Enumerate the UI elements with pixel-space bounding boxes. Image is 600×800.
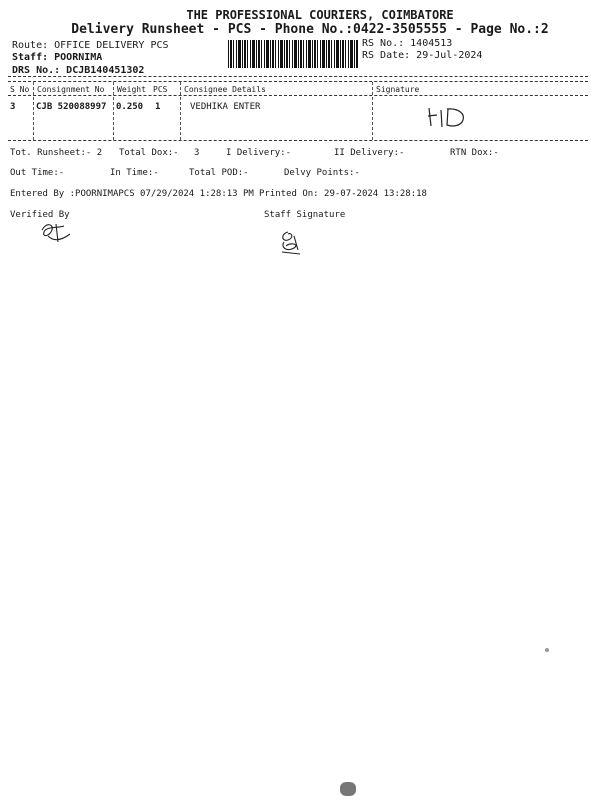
- column-divider: [113, 82, 114, 140]
- delivery-signature-mark: [425, 104, 475, 130]
- rs-date: RS Date: 29-Jul-2024: [362, 50, 483, 61]
- col-header-consignee: Consignee Details: [184, 85, 266, 94]
- verifier-signature: [36, 220, 76, 246]
- scan-speck: [545, 648, 549, 652]
- staff-signature-label: Staff Signature: [264, 210, 346, 220]
- staff-signature: [276, 228, 306, 256]
- barcode-image: [228, 40, 358, 68]
- i-delivery: I Delivery:-: [226, 148, 292, 158]
- staff-label: Staff: POORNIMA: [12, 52, 103, 63]
- total-pod: Total POD:-: [189, 168, 249, 178]
- col-header-weight: Weight: [117, 85, 146, 94]
- delvy-points: Delvy Points:-: [284, 168, 360, 178]
- verified-by-label: Verified By: [10, 210, 70, 220]
- column-divider: [180, 82, 181, 140]
- rs-number: RS No.: 1404513: [362, 38, 453, 49]
- col-header-consignment: Consignment No: [37, 85, 105, 94]
- company-title: THE PROFESSIONAL COURIERS, COIMBATORE: [186, 8, 454, 22]
- printed-on: Printed On: 29-07-2024 13:28:18: [259, 189, 427, 199]
- col-header-pcs: PCS: [153, 85, 168, 94]
- ii-delivery: II Delivery:-: [334, 148, 405, 158]
- scan-smudge: [340, 782, 356, 796]
- header-bottom-rule: [8, 95, 588, 96]
- route-label: Route: OFFICE DELIVERY PCS: [12, 40, 169, 51]
- cell-weight: 0.250: [116, 102, 144, 112]
- column-divider: [372, 82, 373, 140]
- table-bottom-rule: [8, 140, 588, 141]
- table-top-rule-2: [8, 81, 588, 82]
- total-runsheet: Tot. Runsheet:- 2: [10, 148, 103, 158]
- cell-consignment-no: CJB 520088997: [36, 102, 107, 112]
- runsheet-subtitle: Delivery Runsheet - PCS - Phone No.:0422-3505555 - Page No.:2: [71, 22, 549, 37]
- cell-pcs: 1: [155, 102, 161, 112]
- out-time: Out Time:-: [10, 168, 65, 178]
- col-header-signature: Signature: [376, 85, 420, 94]
- entered-by: Entered By :POORNIMAPCS 07/29/2024 1:28:13 PM: [10, 189, 254, 199]
- cell-sno: 3: [10, 102, 16, 112]
- cell-consignee: VEDHIKA ENTER: [190, 102, 261, 112]
- rtn-dox: RTN Dox:-: [450, 148, 499, 158]
- total-dox-label: Total Dox:-: [119, 148, 179, 158]
- column-divider: [33, 82, 34, 140]
- drs-number: DRS No.: DCJB140451302: [12, 65, 145, 76]
- table-top-rule: [8, 76, 588, 77]
- col-header-sno: S No: [10, 85, 30, 94]
- in-time: In Time:-: [110, 168, 159, 178]
- total-dox-value: 3: [194, 148, 200, 158]
